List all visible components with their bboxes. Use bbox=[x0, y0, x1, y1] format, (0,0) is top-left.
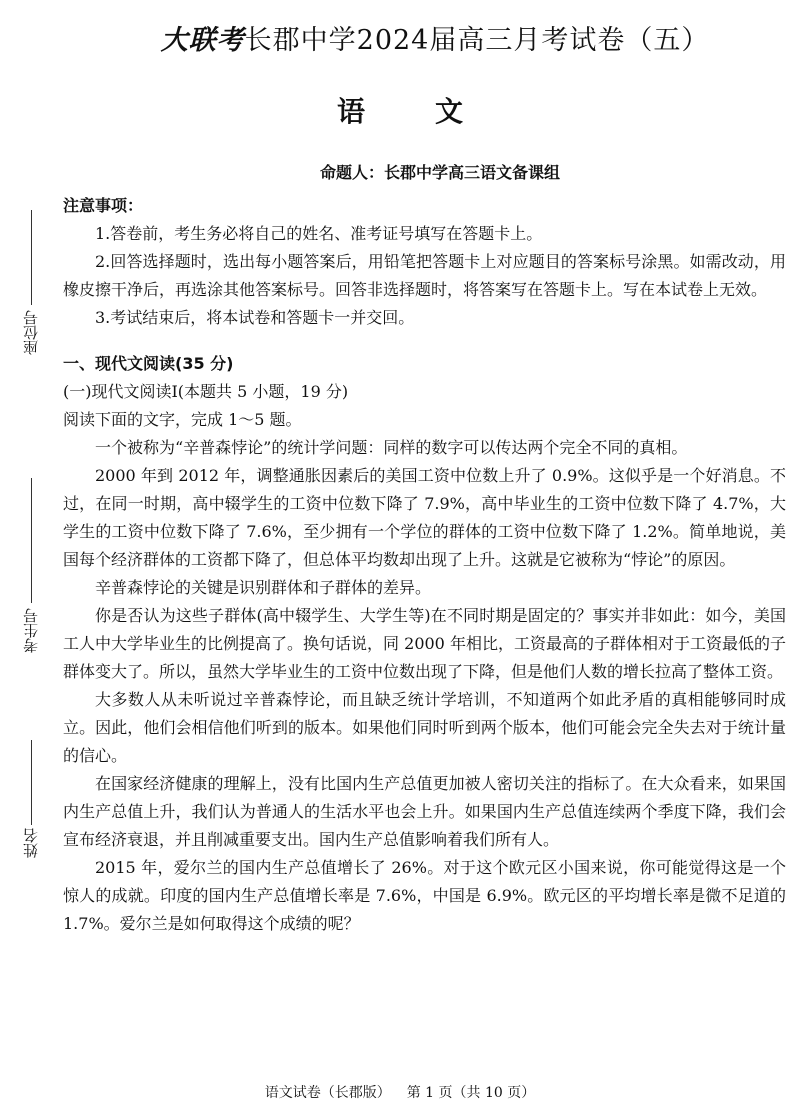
side-exam-no-field bbox=[20, 478, 44, 668]
side-name-field bbox=[20, 740, 44, 870]
subject-title bbox=[0, 90, 800, 130]
side-label-name: 姓名 bbox=[22, 828, 40, 858]
page-content bbox=[63, 192, 786, 938]
notice-item-1: 1.答卷前，考生务必将自己的姓名、准考证号填写在答题卡上。 bbox=[95, 224, 543, 243]
section-title: 一、现代文阅读(35 分) bbox=[63, 354, 234, 373]
brand-logo-text: 大联考 bbox=[160, 25, 245, 56]
notice-title: 注意事项： bbox=[63, 196, 144, 215]
exam-title-text: 长郡中学2024届高三月考试卷（五） bbox=[244, 25, 710, 56]
author-line: 命题人：长郡中学高三语文备课组 bbox=[319, 163, 560, 182]
footer-paper: 语文试卷（长郡版） bbox=[264, 1085, 391, 1101]
footer-page-number: 第 1 页（共 10 页） bbox=[406, 1085, 536, 1101]
passage-paragraph-2: 2000 年到 2012 年，调整通胀因素后的美国工资中位数上升了 0.9%。这似乎是一个好消息。不过，在同一时期，高中辍学生的工资中位数下降了 7.9%，高中毕业生的工资中位数下降了 4.7%，大学生的工资中位数下降了 7.6%，至少拥有一个学位的群体的工资中位数下降了 1.2%。简单地说，美国每个经济群体的工资都下降了，但总体平均数却出现了上升。这就是它被称为“悖论”的原因。 bbox=[63, 466, 786, 569]
page-footer bbox=[0, 1082, 800, 1102]
passage-paragraph-3: 辛普森悖论的关键是识别群体和子群体的差异。 bbox=[95, 578, 432, 597]
passage-paragraph-4: 你是否认为这些子群体(高中辍学生、大学生等)在不同时期是固定的？事实并非如此：如今，美国工人中大学毕业生的比例提高了。换句话说，同 2000 年相比，工资最高的子群体相对于工资最低的子群体变大了。所以，虽然大学毕业生的工资中位数出现了下降，但是他们人数的增长拉高了整体工资。 bbox=[63, 606, 786, 681]
exam-title bbox=[0, 18, 800, 57]
passage-paragraph-1: 一个被称为“辛普森悖论”的统计学问题：同样的数字可以传达两个完全不同的真相。 bbox=[95, 438, 688, 457]
passage-paragraph-7: 2015 年，爱尔兰的国内生产总值增长了 26%。对于这个欧元区小国来说，你可能觉得这是一个惊人的成就。印度的国内生产总值增长率是 7.6%，中国是 6.9%。欧元区的平均增长率是微不足道的 1.7%。爱尔兰是如何取得这个成绩的呢？ bbox=[63, 858, 786, 933]
subject-char-2: 文 bbox=[435, 95, 464, 128]
notice-item-3: 3.考试结束后，将本试卷和答题卡一并交回。 bbox=[95, 308, 415, 327]
section-subtitle: (一)现代文阅读Ⅰ(本题共 5 小题，19 分) bbox=[63, 382, 349, 401]
notice-item-2: 2.回答选择题时，选出每小题答案后，用铅笔把答题卡上对应题目的答案标号涂黑。如需改动，用橡皮擦干净后，再选涂其他答案标号。回答非选择题时，将答案写在答题卡上。写在本试卷上无效。 bbox=[63, 252, 786, 299]
subject-char-1: 语 bbox=[336, 95, 365, 128]
passage-paragraph-5: 大多数人从未听说过辛普森悖论，而且缺乏统计学培训，不知道两个如此矛盾的真相能够同时成立。因此，他们会相信他们听到的版本。如果他们同时听到两个版本，他们可能会完全失去对于统计量的信心。 bbox=[63, 690, 786, 765]
side-seat-field bbox=[20, 210, 44, 375]
side-label-seat: 座位号 bbox=[22, 310, 40, 355]
side-label-exam-no: 考生号 bbox=[22, 608, 40, 653]
section-instruction: 阅读下面的文字，完成 1～5 题。 bbox=[63, 410, 302, 429]
passage-paragraph-6: 在国家经济健康的理解上，没有比国内生产总值更加被人密切关注的指标了。在大众看来，如果国内生产总值上升，我们认为普通人的生活水平也会上升。如果国内生产总值连续两个季度下降，我们会宣布经济衰退，并且削减重要支出。国内生产总值影响着我们所有人。 bbox=[63, 774, 786, 849]
